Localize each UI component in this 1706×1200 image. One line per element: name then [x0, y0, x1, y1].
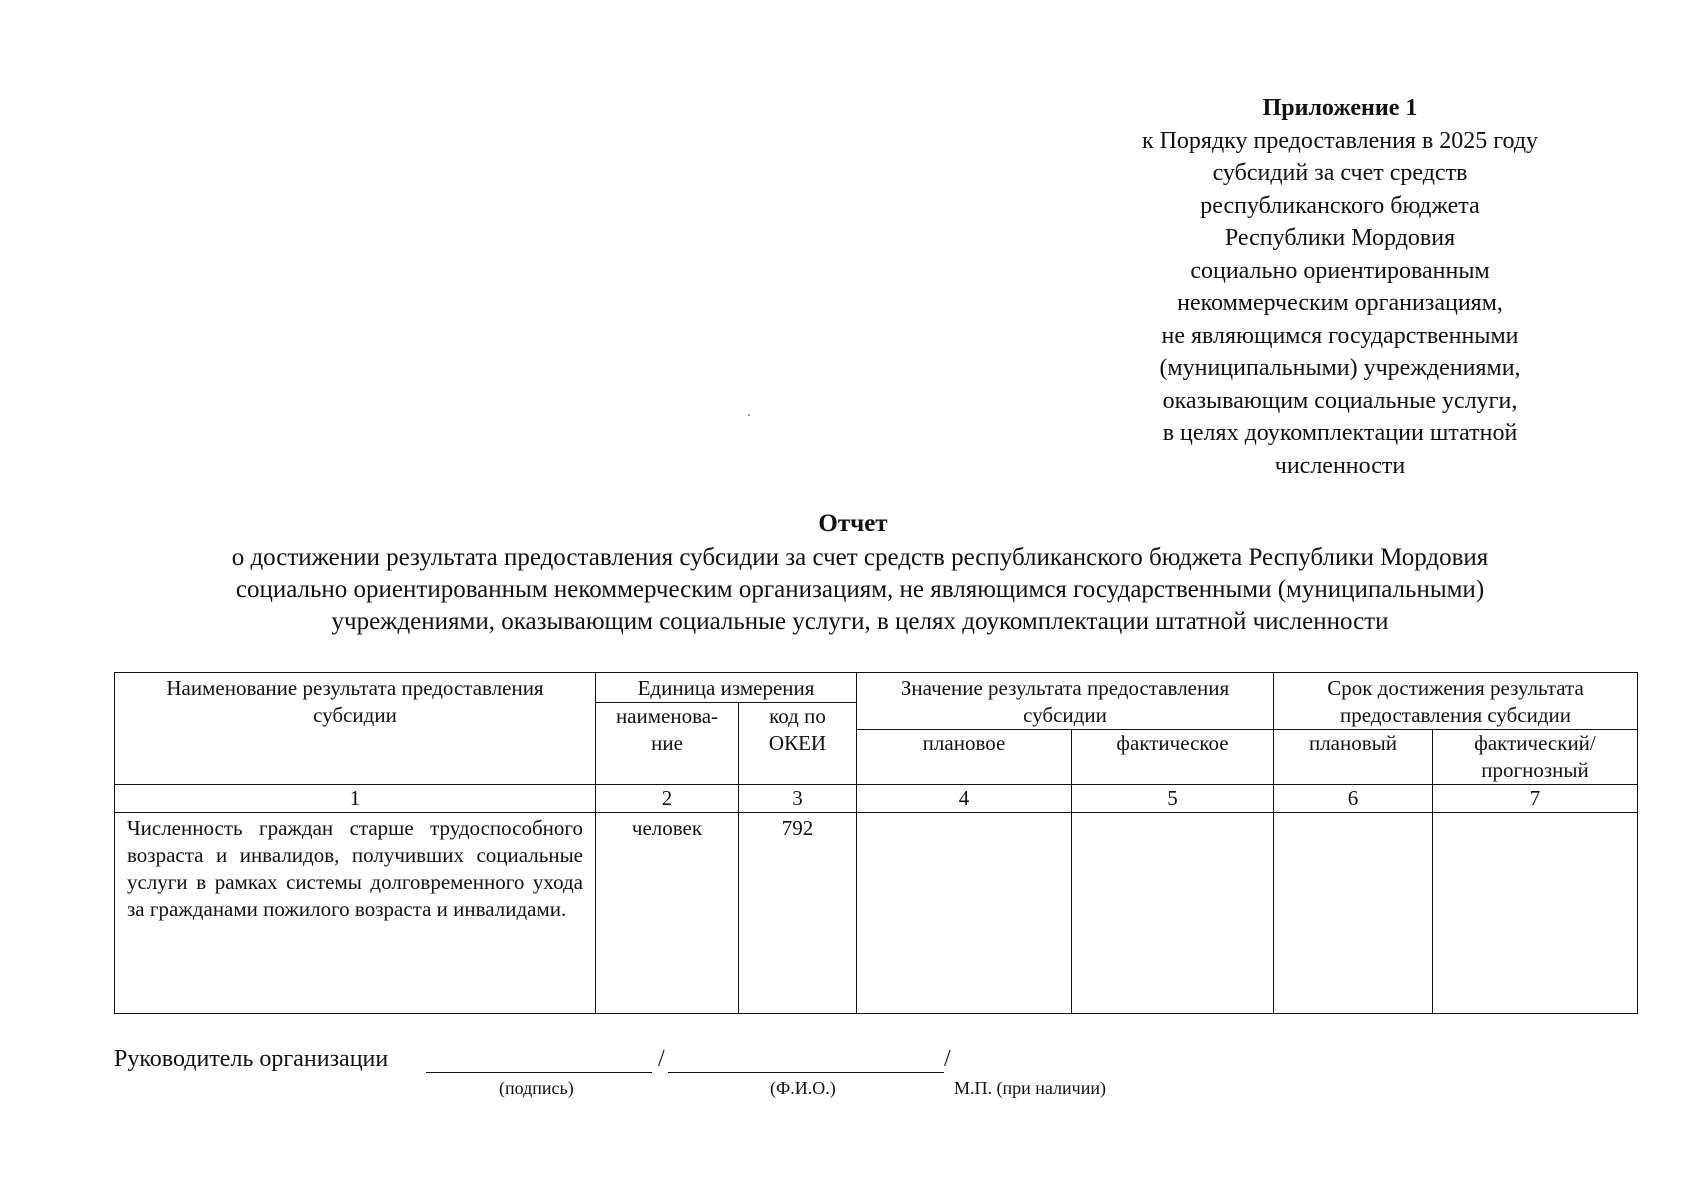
appendix-line: (муниципальными) учреждениями, [1159, 355, 1521, 381]
signature-label: Руководитель организации [114, 1046, 389, 1072]
appendix-line: не являющимся государственными [1161, 322, 1519, 349]
name-blank [668, 1046, 944, 1073]
appendix-line: субсидий за счет средств [1212, 160, 1468, 186]
report-table [114, 672, 1638, 1014]
cell-unit-code: 792 [739, 813, 857, 1014]
header-value-group: Значение результата предоставления субсидии [857, 673, 1274, 730]
column-number: 5 [1072, 785, 1274, 813]
column-number: 1 [115, 785, 596, 813]
caption-signature: (подпись) [499, 1078, 574, 1098]
appendix-line: в целях доукомплектации штатной [1162, 420, 1518, 446]
header-value-actual: фактическое [1072, 730, 1274, 785]
column-number-row [115, 785, 1638, 813]
column-number: 3 [739, 785, 857, 813]
scan-speck [748, 414, 750, 416]
column-number: 6 [1274, 785, 1433, 813]
cell-result-name: Численность граждан старше трудоспособного возраста и инвалидов, получивших социальные услуги в рамках системы долговременного ухода за гражданами пожилого возраста и инвалидами. [115, 813, 596, 1014]
header-unit-name: наименова-ние [596, 703, 739, 785]
table-row [115, 813, 1638, 1014]
appendix-line: Республики Мордовия [1224, 225, 1456, 251]
header-deadline-group: Срок достижения результата предоставления субсидии [1274, 673, 1638, 730]
caption-name: (Ф.И.О.) [770, 1078, 836, 1098]
cell-deadline-actual [1433, 813, 1638, 1014]
header-value-planned: плановое [857, 730, 1072, 785]
column-number: 7 [1433, 785, 1638, 813]
appendix-title: Приложение 1 [1262, 95, 1418, 121]
cell-value-planned [857, 813, 1072, 1014]
appendix-line: к Порядку предоставления в 2025 году [1141, 127, 1539, 154]
signature-separator: / [658, 1046, 665, 1072]
appendix-line: социально ориентированным [1190, 257, 1490, 284]
report-subtitle-line: социально ориентированным некоммерческим организациям, не являющимся государственными (муниципальными) [235, 576, 1485, 603]
cell-deadline-planned [1274, 813, 1433, 1014]
caption-stamp: М.П. (при наличии) [954, 1078, 1106, 1098]
header-result-name: Наименование результата предоставления субсидии [115, 673, 596, 785]
report-subtitle-line: учреждениями, оказывающим социальные услуги, в целях доукомплектации штатной численности [331, 608, 1389, 635]
signature-blank [426, 1046, 652, 1073]
report-title: Отчет [818, 510, 888, 537]
report-subtitle [110, 542, 1610, 638]
signature-block [114, 1046, 1314, 1106]
appendix-line: некоммерческим организациям, [1177, 290, 1503, 316]
signature-separator: / [944, 1046, 951, 1072]
header-deadline-actual: фактический/ прогнозный [1433, 730, 1638, 785]
header-deadline-planned: плановый [1274, 730, 1433, 785]
appendix-line: оказывающим социальные услуги, [1162, 387, 1518, 414]
report-subtitle-line: о достижении результата предоставления субсидии за счет средств республиканского бюджета Республики Мордовия [231, 544, 1489, 571]
appendix-line: республиканского бюджета [1200, 192, 1480, 219]
cell-value-actual [1072, 813, 1274, 1014]
appendix-line: численности [1274, 452, 1406, 479]
column-number: 4 [857, 785, 1072, 813]
header-unit-group: Единица измерения [596, 673, 857, 703]
header-row [115, 673, 1638, 703]
appendix-block [1040, 92, 1640, 482]
header-unit-code: код по ОКЕИ [739, 703, 857, 785]
column-number: 2 [596, 785, 739, 813]
cell-unit-name: человек [596, 813, 739, 1014]
